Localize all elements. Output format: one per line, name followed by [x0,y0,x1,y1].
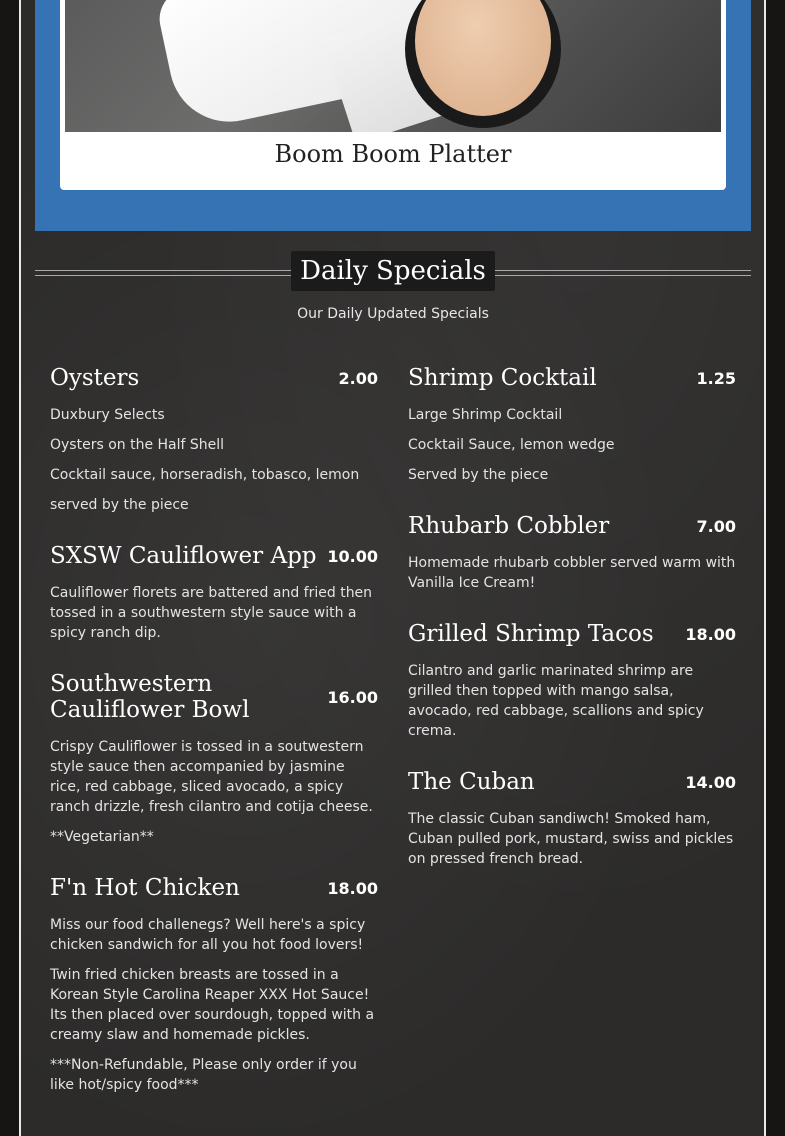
menu-item-description: Oysters on the Half Shell [50,437,225,453]
menu-item[interactable] [50,365,378,515]
menu-item[interactable] [50,543,378,643]
divider-left [35,270,291,276]
menu-item-price: 18.00 [685,624,736,644]
section-title: Daily Specials [291,251,495,291]
menu-item-description: Miss our food challenegs? Well here's a spicy chicken sandwich for all you hot food lovers! [50,917,366,953]
menu-item-description: Served by the piece [408,467,549,483]
menu-item-description: Cocktail sauce, horseradish, tobasco, lemon [50,467,360,483]
menu-item-price: 2.00 [338,368,378,388]
menu-item-description: Cocktail Sauce, lemon wedge [408,437,615,453]
menu-item-name: Oysters [50,365,140,391]
featured-item-title[interactable]: Boom Boom Platter [274,140,512,168]
menu-item[interactable] [408,769,736,869]
menu-item[interactable] [408,621,736,741]
menu-item-name: SXSW Cauliflower App [50,543,317,569]
menu-item-description: served by the piece [50,497,189,513]
menu-item-description: Duxbury Selects [50,407,165,423]
menu-item[interactable] [408,513,736,593]
menu-item-price: 10.00 [327,546,378,566]
menu-item-description: Cauliflower florets are battered and fried then tossed in a southwestern style sauce with a spicy ranch dip. [50,585,373,641]
menu-item[interactable] [50,671,378,847]
menu-item-description: Homemade rhubarb cobbler served warm with Vanilla Ice Cream! [408,555,736,591]
menu-item-name: Shrimp Cocktail [408,365,597,391]
menu-column-left [50,365,378,1123]
menu-item-price: 14.00 [685,772,736,792]
menu-item-price: 16.00 [327,687,378,707]
featured-item-photo[interactable] [65,0,721,132]
menu-item-description: The classic Cuban sandiwch! Smoked ham, Cuban pulled pork, mustard, swiss and pickles on pressed french bread. [408,811,734,867]
menu-item-name: Rhubarb Cobbler [408,513,610,539]
section-subtitle: Our Daily Updated Specials [297,306,489,322]
menu-item-price: 7.00 [696,516,736,536]
divider-right [495,270,751,276]
menu-item-description: ***Non-Refundable, Please only order if you like hot/spicy food*** [50,1057,357,1093]
menu-item[interactable] [50,875,378,1095]
menu-item-price: 1.25 [696,368,736,388]
menu-column-right [408,365,736,897]
menu-item-name: Grilled Shrimp Tacos [408,621,654,647]
menu-item-description: Cilantro and garlic marinated shrimp are grilled then topped with mango salsa, avocado, red cabbage, scallions and spicy crema. [408,663,704,739]
menu-item-name: F'n Hot Chicken [50,875,240,901]
menu-item-description: Large Shrimp Cocktail [408,407,563,423]
menu-item-description: Crispy Cauliflower is tossed in a soutwestern style sauce then accompanied by jasmine rice, red cabbage, sliced avocado, a spicy ranch drizzle, fresh cilantro and cotija cheese. [50,739,373,815]
menu-item-name: Southwestern Cauliflower Bowl [50,671,250,723]
menu-item-price: 18.00 [327,878,378,898]
menu-item-name: The Cuban [408,769,535,795]
menu-item-description: **Vegetarian** [50,829,154,845]
menu-item-description: Twin fried chicken breasts are tossed in a Korean Style Carolina Reaper XXX Hot Sauce! Its then placed over sourdough, topped with a creamy slaw and homemade pickles. [50,967,375,1043]
menu-item[interactable] [408,365,736,485]
